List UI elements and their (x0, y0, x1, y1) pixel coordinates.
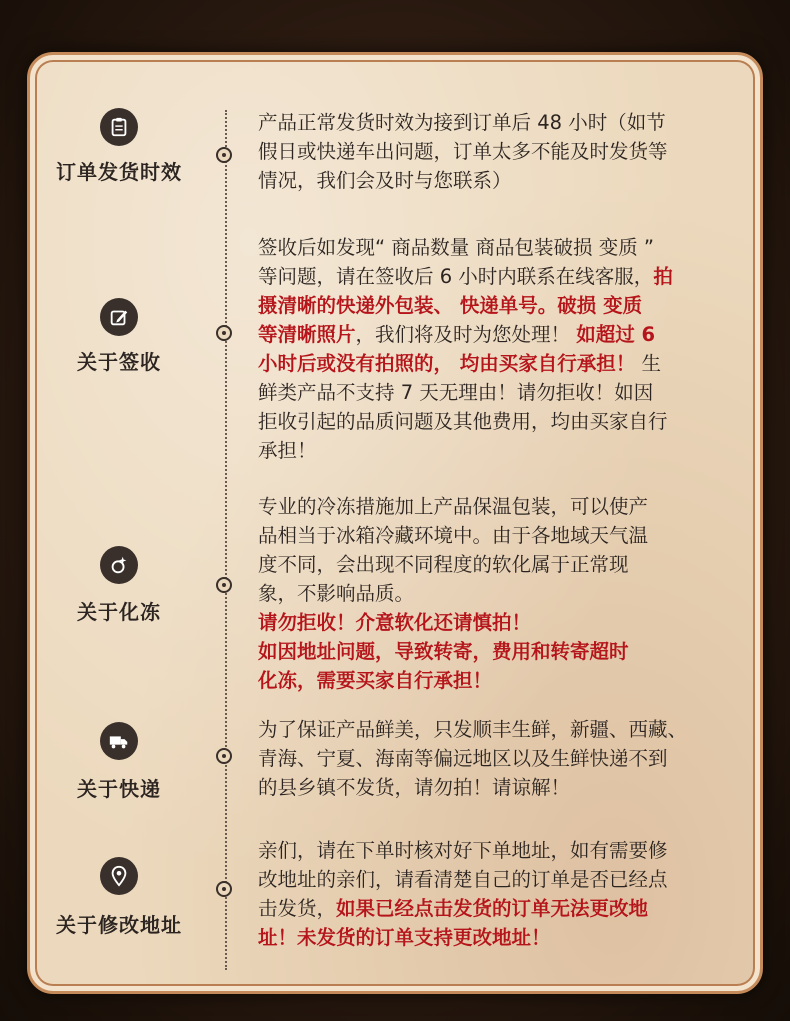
body-text: 承担！ (258, 439, 317, 462)
text-line (258, 320, 728, 349)
body-text: 情况，我们会及时与您联系） (258, 169, 512, 192)
section-label: 关于修改地址 (56, 913, 182, 937)
text-line (258, 262, 728, 291)
body-text: ，我们将及时为您处理！ (355, 323, 577, 346)
text-line (258, 407, 728, 436)
text-line (258, 666, 728, 695)
highlight-text: 如果已经点击发货的订单无法更改地 (336, 897, 649, 920)
timeline-node (216, 881, 232, 897)
highlight-text: 请勿拒收！介意软化还请慎拍！ (258, 611, 532, 634)
highlight-text: 如超过 6 (576, 323, 656, 346)
body-text: 生 (635, 352, 661, 375)
section-label: 订单发货时效 (56, 160, 182, 184)
text-line (258, 492, 728, 521)
timeline-node (216, 325, 232, 341)
body-text: 击发货， (258, 897, 337, 920)
section-text (258, 492, 728, 695)
section-text (258, 836, 728, 952)
timeline-node (216, 577, 232, 593)
text-line (258, 923, 728, 952)
section-text (258, 108, 728, 195)
body-text: 度不同，会出现不同程度的软化属于正常现 (258, 553, 629, 576)
body-text: 等问题，请在签收后 6 小时内联系在线客服， (258, 265, 654, 288)
body-text: 专业的冷冻措施加上产品保温包装，可以使产 (258, 495, 649, 518)
text-line (258, 137, 728, 166)
text-line (258, 291, 728, 320)
location-pin-icon (100, 857, 138, 895)
text-line (258, 233, 728, 262)
truck-icon (100, 722, 138, 760)
section-label: 关于签收 (77, 350, 161, 374)
body-text: 象，不影响品质。 (258, 582, 415, 605)
body-text: 假日或快递车出问题，订单太多不能及时发货等 (258, 140, 668, 163)
text-line (258, 715, 728, 744)
text-line (258, 608, 728, 637)
text-line (258, 579, 728, 608)
clipboard-icon (100, 108, 138, 146)
highlight-text: 摄清晰的快递外包装、 快递单号。破损 变质 (258, 294, 643, 317)
text-line (258, 349, 728, 378)
section-label: 关于快递 (77, 777, 161, 801)
body-text: 品相当于冰箱冷藏环境中。由于各地域天气温 (258, 524, 649, 547)
body-text: 改地址的亲们，请看清楚自己的订单是否已经点 (258, 868, 668, 891)
timeline-node (216, 147, 232, 163)
body-text: 的县乡镇不发货，请勿拍！请谅解！ (258, 776, 571, 799)
text-line (258, 521, 728, 550)
thaw-icon (100, 546, 138, 584)
highlight-text: 化冻，需要买家自行承担！ (258, 669, 493, 692)
body-text: 产品正常发货时效为接到订单后 48 小时（如节 (258, 111, 666, 134)
body-text: 签收后如发现“ 商品数量 商品包装破损 变质 ” (258, 236, 654, 259)
body-text: 拒收引起的品质问题及其他费用，均由买家自行 (258, 410, 668, 433)
highlight-text: 址！未发货的订单支持更改地址！ (258, 926, 551, 949)
highlight-text: 等清晰照片 (258, 323, 356, 346)
edit-icon (100, 298, 138, 336)
text-line (258, 894, 728, 923)
text-line (258, 865, 728, 894)
section-label: 关于化冻 (77, 600, 161, 624)
timeline-node (216, 748, 232, 764)
text-line (258, 744, 728, 773)
text-line (258, 637, 728, 666)
timeline-line (225, 110, 227, 970)
text-line (258, 550, 728, 579)
body-text: 鲜类产品不支持 7 天无理由！请勿拒收！如因 (258, 381, 654, 404)
highlight-text: 如因地址问题，导致转寄，费用和转寄超时 (258, 640, 629, 663)
text-line (258, 166, 728, 195)
highlight-text: 小时后或没有拍照的， 均由买家自行承担！ (258, 352, 636, 375)
text-line (258, 773, 728, 802)
highlight-text: 拍 (653, 265, 673, 288)
body-text: 为了保证产品鲜美，只发顺丰生鲜，新疆、西藏、 (258, 718, 688, 741)
text-line (258, 108, 728, 137)
text-line (258, 378, 728, 407)
text-line (258, 836, 728, 865)
text-line (258, 436, 728, 465)
body-text: 青海、宁夏、海南等偏远地区以及生鲜快递不到 (258, 747, 668, 770)
body-text: 亲们，请在下单时核对好下单地址，如有需要修 (258, 839, 668, 862)
section-text (258, 715, 728, 802)
section-text (258, 233, 728, 465)
